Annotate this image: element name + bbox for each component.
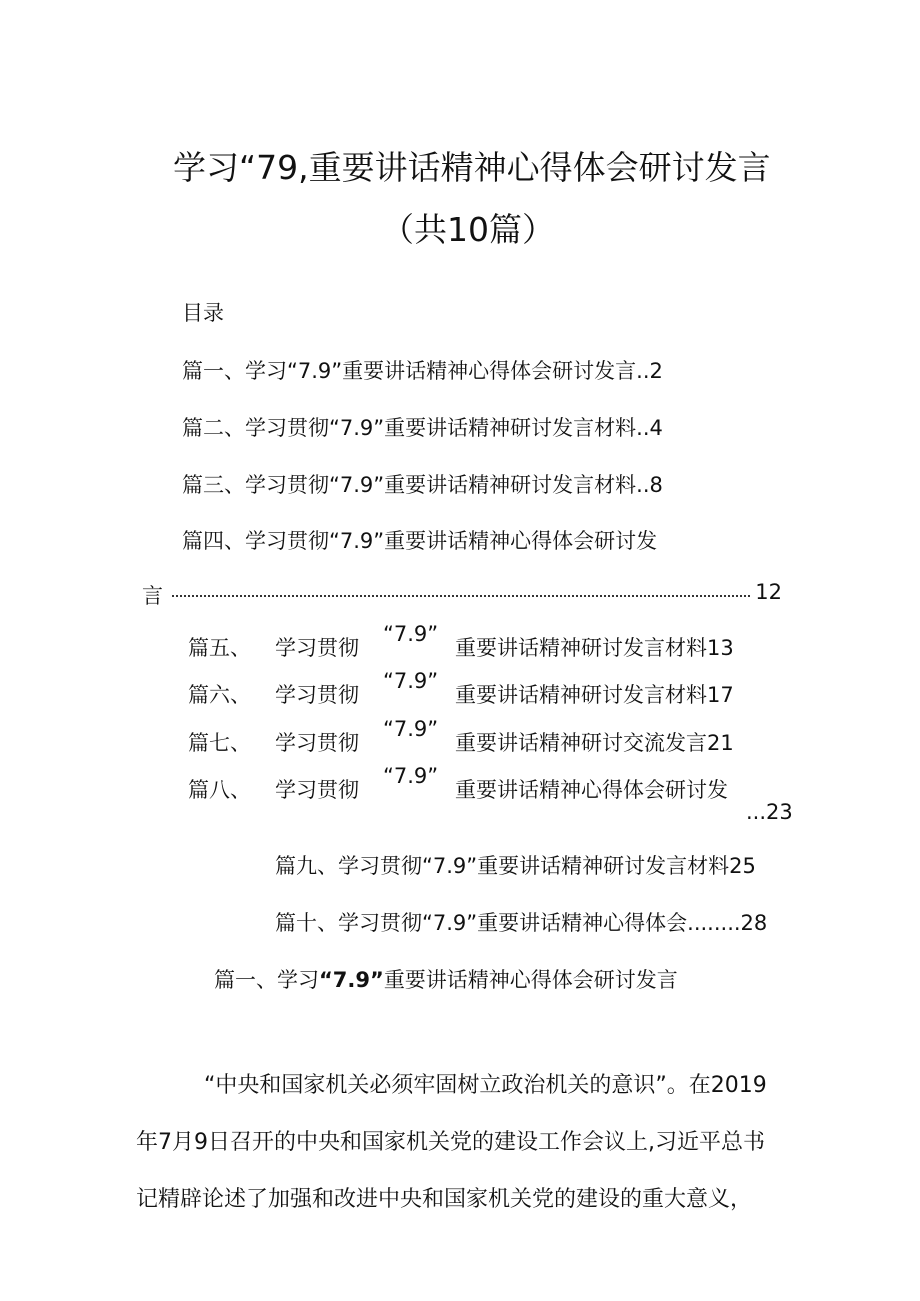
paragraph-line-2: 年7月9日召开的中央和国家机关党的建设工作会议上,习近平总书 <box>136 1130 765 1155</box>
toc-entry-6-part-c[interactable]: 重要讲话精神研讨发言材料17 <box>455 683 734 707</box>
toc-entry-8-part-b[interactable]: “7.9” <box>383 764 439 788</box>
toc-entry-7-part-a[interactable]: 学习贯彻 <box>275 731 359 755</box>
toc-entry-3[interactable]: 篇三、学习贯彻“7.9”重要讲话精神研讨发言材料..8 <box>182 473 663 497</box>
toc-entry-8-part-a[interactable]: 学习贯彻 <box>275 778 359 802</box>
section-heading <box>214 964 678 994</box>
toc-entry-8-part-c[interactable]: 重要讲话精神心得体会研讨发 <box>455 778 728 802</box>
toc-entry-6-part-b[interactable]: “7.9” <box>383 669 439 693</box>
toc-entry-5-number[interactable]: 篇五、 <box>188 636 251 660</box>
paragraph-line-1: “中央和国家机关必须牢固树立政治机关的意识”。在2019 <box>204 1073 767 1098</box>
toc-entry-6-number[interactable]: 篇六、 <box>188 683 251 707</box>
toc-entry-4[interactable]: 篇四、学习贯彻“7.9”重要讲话精神心得体会研讨发 <box>182 529 658 553</box>
toc-entry-8-number[interactable]: 篇八、 <box>188 778 251 802</box>
toc-entry-10[interactable]: 篇十、学习贯彻“7.9”重要讲话精神心得体会........28 <box>275 911 768 935</box>
toc-entry-5-part-a[interactable]: 学习贯彻 <box>275 636 359 660</box>
toc-entry-9[interactable]: 篇九、学习贯彻“7.9”重要讲话精神研讨发言材料25 <box>275 854 756 878</box>
toc-entry-1[interactable]: 篇一、学习“7.9”重要讲话精神心得体会研讨发言..2 <box>182 359 663 383</box>
toc-entry-4-page: 12 <box>755 580 782 604</box>
toc-entry-7-number[interactable]: 篇七、 <box>188 731 251 755</box>
toc-heading: 目录 <box>182 301 224 325</box>
toc-entry-4-continuation: 言 <box>142 584 163 608</box>
toc-entry-5-part-b[interactable]: “7.9” <box>383 622 439 646</box>
section-heading-prefix: 篇一、学习 <box>214 968 319 992</box>
toc-entry-5-part-c[interactable]: 重要讲话精神研讨发言材料13 <box>455 636 734 660</box>
toc-entry-6-part-a[interactable]: 学习贯彻 <box>275 683 359 707</box>
section-heading-suffix: 重要讲话精神心得体会研讨发言 <box>383 968 678 992</box>
toc-entry-2[interactable]: 篇二、学习贯彻“7.9”重要讲话精神研讨发言材料..4 <box>182 416 663 440</box>
toc-entry-7-part-c[interactable]: 重要讲话精神研讨交流发言21 <box>455 731 734 755</box>
document-title: 学习“79,重要讲话精神心得体会研讨发言 <box>173 148 771 187</box>
toc-entry-7-part-b[interactable]: “7.9” <box>383 717 439 741</box>
toc-dot-leader <box>172 595 750 597</box>
document-subtitle: （共10篇） <box>381 210 555 249</box>
toc-entry-8-page[interactable]: ...23 <box>746 800 793 824</box>
section-heading-quote: “7.9” <box>319 968 384 992</box>
paragraph-line-3: 记精辟论述了加强和改进中央和国家机关党的建设的重大意义， <box>136 1187 753 1212</box>
toc-entry-4-leader-row[interactable] <box>142 580 782 610</box>
